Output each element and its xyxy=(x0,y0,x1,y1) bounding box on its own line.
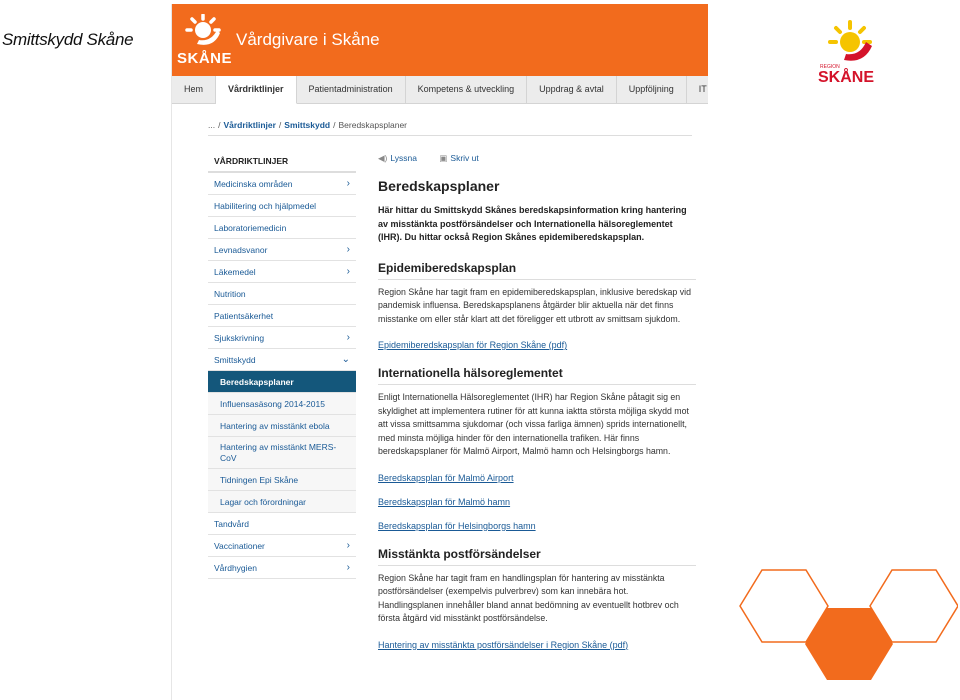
speaker-icon: ◀) xyxy=(378,153,388,163)
site-name[interactable]: Vårdgivare i Skåne xyxy=(236,30,380,49)
sidebar-item-patientsakerhet[interactable]: Patientsäkerhet xyxy=(208,305,356,327)
nav-item-patientadministration[interactable]: Patientadministration xyxy=(297,76,406,103)
printer-icon: ▣ xyxy=(439,153,448,163)
nav-item-hem[interactable]: Hem xyxy=(172,76,216,103)
top-navigation xyxy=(172,76,708,104)
sidebar-item-mers-cov[interactable]: Hantering av misstänkt MERS-CoV xyxy=(208,437,356,469)
sidebar-item-sjukskrivning[interactable]: Sjukskrivning › xyxy=(208,327,356,349)
sidebar-item-lagar[interactable]: Lagar och förordningar xyxy=(208,491,356,513)
lead-paragraph: Här hittar du Smittskydd Skånes beredskapsinformation kring hantering av misstänkta postförsändelser och Internationella hälsoreglementet (IHR). Du hittar också Region Skånes epidemiberedskapsplan. xyxy=(378,205,687,242)
main-content xyxy=(378,153,696,650)
website-screenshot xyxy=(171,4,708,700)
chevron-right-icon[interactable]: › xyxy=(346,562,350,573)
link-postforsandelser-pdf[interactable]: Hantering av misstänkta postförsändelser i Region Skåne (pdf) xyxy=(378,639,629,650)
svg-text:SKÅNE: SKÅNE xyxy=(818,69,875,84)
decorative-hexagons xyxy=(736,566,958,686)
listen-button[interactable]: ◀) Lyssna xyxy=(378,153,417,163)
chevron-right-icon[interactable]: › xyxy=(346,266,350,277)
sidebar-item-influensasasong[interactable]: Influensasäsong 2014-2015 xyxy=(208,393,356,415)
sidebar-item-medicinska-omraden[interactable]: Medicinska områden › xyxy=(208,173,356,195)
section-text-epidemiberedskapsplan: Region Skåne har tagit fram en epidemiberedskapsplan, inklusive beredskap vid pandemisk influensa. Beredskapsplanens åtgärder blir aktuella när det finns misstanke om eller står klart att det föreligger ett utbrott av smittsam sjukdom. xyxy=(378,286,691,324)
divider xyxy=(208,135,692,136)
print-button[interactable]: ▣ Skriv ut xyxy=(439,153,479,163)
sidebar-item-nutrition[interactable]: Nutrition xyxy=(208,283,356,305)
sidebar-navigation xyxy=(208,151,356,579)
chevron-down-icon[interactable]: ⌄ xyxy=(341,354,350,365)
sidebar-item-lakemedel[interactable]: Läkemedel › xyxy=(208,261,356,283)
sidebar-item-epi-skane[interactable]: Tidningen Epi Skåne xyxy=(208,469,356,491)
chevron-right-icon[interactable]: › xyxy=(346,178,350,189)
nav-item-vardriktlinjer[interactable]: Vårdriktlinjer xyxy=(216,76,297,104)
chevron-right-icon[interactable]: › xyxy=(346,540,350,551)
breadcrumb-current: Beredskapsplaner xyxy=(338,120,407,130)
link-helsingborgs-hamn[interactable]: Beredskapsplan för Helsingborgs hamn xyxy=(378,520,536,531)
sidebar-item-tandvard[interactable]: Tandvård xyxy=(208,513,356,535)
site-header xyxy=(172,4,708,76)
slide-title: Smittskydd Skåne xyxy=(2,30,134,49)
section-heading-ihr: Internationella hälsoreglementet xyxy=(378,366,696,385)
page-tools xyxy=(378,153,696,167)
chevron-right-icon[interactable]: › xyxy=(346,332,350,343)
section-text-ihr: Enligt Internationella Hälsoreglementet (IHR) har Region Skåne påtagit sig en skyldighet att implementera rutiner för att kunna iaktta största möjliga skydd mot att vissa smittsamma sjukdomar (och vissa farliga ämnen) sprids internationellt, med minsta möjliga hinder för den internationella trafiken. Här finns beredskapsplaner för Malmö Airport, Malmö hamn och Helsingborgs hamn. xyxy=(378,392,689,456)
sidebar-item-vardhygien[interactable]: Vårdhygien › xyxy=(208,557,356,579)
chevron-right-icon[interactable]: › xyxy=(346,244,350,255)
site-logo-text: SKÅNE xyxy=(177,50,233,67)
sidebar-item-ebola[interactable]: Hantering av misstänkt ebola xyxy=(208,415,356,437)
nav-item-kompetens[interactable]: Kompetens & utveckling xyxy=(406,76,528,103)
sun-icon xyxy=(177,14,221,54)
sidebar-heading: VÅRDRIKTLINJER xyxy=(208,151,356,173)
nav-item-it[interactable]: IT xyxy=(687,76,708,103)
breadcrumb-ellipsis[interactable]: ... xyxy=(208,120,216,130)
sidebar-item-habilitering[interactable]: Habilitering och hjälpmedel xyxy=(208,195,356,217)
sidebar-item-vaccinationer[interactable]: Vaccinationer › xyxy=(208,535,356,557)
section-heading-postforsandelser: Misstänkta postförsändelser xyxy=(378,547,696,566)
link-malmo-airport[interactable]: Beredskapsplan för Malmö Airport xyxy=(378,472,514,483)
link-malmo-hamn[interactable]: Beredskapsplan för Malmö hamn xyxy=(378,496,511,507)
sidebar-item-laboratoriemedicin[interactable]: Laboratoriemedicin xyxy=(208,217,356,239)
nav-item-uppfoljning[interactable]: Uppföljning xyxy=(617,76,687,103)
sun-icon xyxy=(830,22,872,61)
hexagon-filled xyxy=(805,608,893,680)
sidebar-item-beredskapsplaner[interactable]: Beredskapsplaner xyxy=(208,371,356,393)
region-skane-logo xyxy=(816,20,888,84)
section-heading-epidemiberedskapsplan: Epidemiberedskapsplan xyxy=(378,261,696,280)
section-text-postforsandelser: Region Skåne har tagit fram en handlingsplan för hantering av misstänkta postförsändelser (exempelvis pulverbrev) som kan innebära hot. Handlingsplanen innehåller bland annat bedömning av eventuellt hotbrev och första åtgärd vid misstänkt postförsändelse. xyxy=(378,572,679,623)
sidebar-item-levnadsvanor[interactable]: Levnadsvanor › xyxy=(208,239,356,261)
breadcrumb-vardriktlinjer[interactable]: Vårdriktlinjer xyxy=(223,120,276,130)
nav-item-uppdrag[interactable]: Uppdrag & avtal xyxy=(527,76,617,103)
breadcrumb-smittskydd[interactable]: Smittskydd xyxy=(284,120,331,130)
svg-text:REGION: REGION xyxy=(820,64,840,70)
sidebar-item-smittskydd[interactable]: Smittskydd ⌄ xyxy=(208,349,356,371)
breadcrumb: ... / Vårdriktlinjer / Smittskydd / Beredskapsplaner xyxy=(208,120,407,130)
region-skane-site-logo[interactable] xyxy=(177,14,233,67)
page-title: Beredskapsplaner xyxy=(378,178,500,194)
link-epidemiberedskapsplan-pdf[interactable]: Epidemiberedskapsplan för Region Skåne (pdf) xyxy=(378,340,568,350)
